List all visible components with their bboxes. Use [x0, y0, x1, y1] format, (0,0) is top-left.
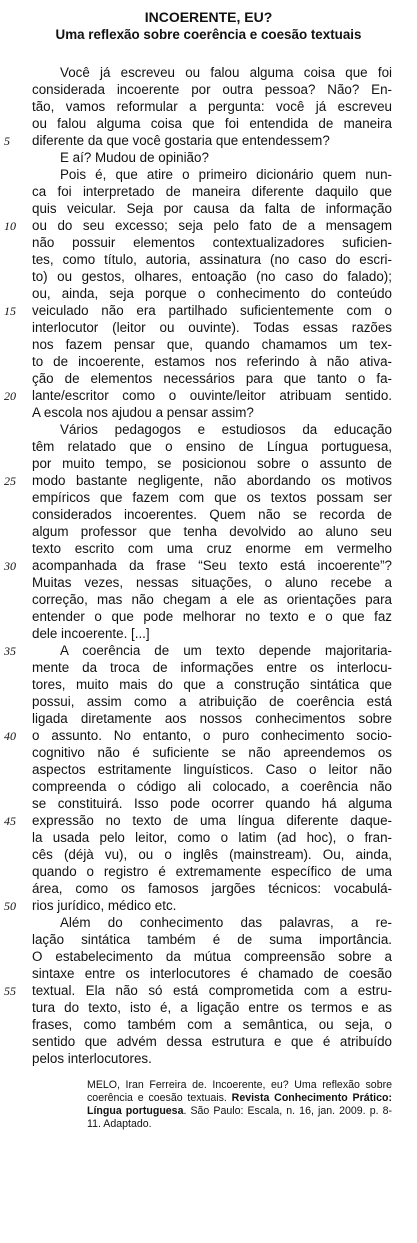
text-line: quis veicular. Seja por causa da falta de informação [32, 201, 392, 216]
text-line: Vários pedagogos e estudiosos da educação [60, 422, 392, 437]
text-line: considerada incoerente por outra pessoa? Não? En- [32, 82, 392, 97]
line-number: 20 [4, 389, 16, 403]
text-line: lante/escritor como o ouvinte/leitor atribuam sentido. [32, 388, 392, 403]
text-line: Além do conhecimento das palavras, a re- [60, 915, 392, 930]
line-number: 15 [4, 304, 16, 318]
text-line: mente da troca de informações entre os interlocu- [32, 660, 392, 675]
text-line: expressão no texto de uma língua diferente daque- [32, 813, 392, 828]
text-line: tão, vamos reformular a pergunta: você já escreveu [32, 99, 392, 114]
text-line: sintaxe entre os interlocutores é chamado de coesão [32, 966, 392, 981]
text-line: texto escrito com uma cruz enorme em vermelho [32, 541, 392, 556]
text-line: tores, muito mais do que a construção sintática que [32, 677, 392, 692]
line-number: 35 [4, 644, 16, 658]
text-line: quando o registro é extremamente específico de uma [32, 864, 392, 879]
text-line: ligada diretamente aos nossos conhecimentos sobre [32, 711, 392, 726]
line-number: 55 [4, 984, 16, 998]
text-line: dele incoerente. [...] [32, 626, 150, 641]
text-line: Muitas vezes, nessas situações, o aluno recebe a [32, 575, 392, 590]
text-line: o assunto. No entanto, o puro conhecimento socio- [32, 728, 392, 743]
line-number: 10 [4, 219, 16, 233]
line-number: 25 [4, 474, 16, 488]
text-line: por muito tempo, se posicionou sobre o assunto de [32, 456, 392, 471]
line-number: 30 [4, 559, 16, 573]
text-line: algum professor que tenha devolvido ao aluno seu [32, 524, 392, 539]
text-line: ou do seu excesso; seja pelo fato de a mensagem [32, 218, 392, 233]
text-line: ou, ainda, seja porque o conhecimento do conteúdo [32, 286, 392, 301]
text-line: compreenda o código ali colocado, a coerência não [32, 779, 392, 794]
text-line: diferente da que você gostaria que entendessem? [32, 133, 330, 148]
citation-publication: Revista Conhecimento Prático: Língua portuguesa [87, 1092, 392, 1117]
source-citation [87, 1079, 392, 1131]
line-number: 45 [4, 814, 16, 828]
text-line: nos fazem pensar que, quando chamamos um tex- [32, 337, 392, 352]
text-line: to) ou gestos, olhares, entoação (no caso do falado); [32, 269, 392, 284]
text-line: acompanhada da frase “Seu texto está incoerente”? [32, 558, 392, 573]
text-line: O estabelecimento da mútua compreensão sobre a [32, 949, 392, 964]
text-line: la usada pelo leitor, como o latim (ad hoc), o fran- [32, 830, 392, 845]
text-line: têm relatado que o ensino de Língua portuguesa, [32, 439, 392, 454]
text-line: lação sintática também é de suma importância. [32, 932, 392, 947]
text-line: cês (déjà vu), ou o inglês (mainstream). Ou, ainda, [32, 847, 392, 862]
citation-text: MELO, Iran Ferreira de. Incoerente, eu? Uma reflexão sobre coerência e coesão textuais. [87, 1079, 392, 1104]
text-line: A escola nos ajudou a pensar assim? [32, 405, 254, 420]
text-line: área, como os famosos jargões técnicos: vocabulá- [32, 881, 392, 896]
text-line: ção de elementos necessários para que tanto o fa- [32, 371, 392, 386]
text-line: correção, mas não chegam a ele as orientações para [32, 592, 392, 607]
text-line: aspectos estritamente linguísticos. Caso o leitor não [32, 762, 392, 777]
text-line: ca foi interpretado de maneira diferente daquilo que [32, 184, 392, 199]
text-line: tes, como título, autoria, assinatura (no caso do escri- [32, 252, 392, 267]
text-line: A coerência de um texto depende majoritaria- [60, 643, 392, 658]
text-line: entender o que pode melhorar no texto e o que faz [32, 609, 392, 624]
text-line: pelos interlocutores. [32, 1051, 152, 1066]
line-number: 5 [4, 134, 10, 148]
text-line: se constituirá. Isso pode ocorrer quando há alguma [32, 796, 392, 811]
text-line: veiculado não era partilhado suficientemente com o [32, 303, 392, 318]
text-line: Pois é, que atire o primeiro dicionário quem nun- [60, 167, 392, 182]
text-line: ou falou alguma coisa que foi entendida de maneira [32, 116, 392, 131]
text-line: modo bastante negligente, não abordando os motivos [32, 473, 392, 488]
text-line: E aí? Mudou de opinião? [60, 150, 209, 165]
text-line: rios jurídico, médico etc. [32, 898, 177, 913]
text-line: frases, como também com a semântica, ou seja, o [32, 1017, 392, 1032]
text-line: textual. Ela não só está comprometida com a estru- [32, 983, 392, 998]
text-line: não possuir elementos contextualizadores suficien- [32, 235, 392, 250]
text-line: possui, assim como a atribuição de coerência está [32, 694, 392, 709]
text-line: sentido que advém dessa estrutura e que é atribuído [32, 1034, 392, 1049]
article-title: INCOERENTE, EU? [144, 9, 273, 25]
citation-details: . São Paulo: Escala, n. 16, jan. 2009. p. 8-11. Adaptado. [87, 1105, 393, 1130]
article-subtitle: Uma reflexão sobre coerência e coesão textuais [55, 27, 362, 42]
text-line: empíricos que fazem com que os textos possam ser [32, 490, 392, 505]
text-line: Você já escreveu ou falou alguma coisa que foi [60, 65, 392, 80]
text-line: considerados incoerentes. Quem não se recorda de [32, 507, 392, 522]
text-line: to de incoerente, estamos nos referindo à não ativa- [32, 354, 392, 369]
text-line: cognitivo não é suficiente se não apreendemos os [32, 745, 392, 760]
line-number: 50 [4, 899, 16, 913]
text-line: tura do texto, isto é, a ligação entre os termos e as [32, 1000, 392, 1015]
text-line: interlocutor (leitor ou ouvinte). Todas essas razões [32, 320, 392, 335]
line-number: 40 [4, 729, 16, 743]
